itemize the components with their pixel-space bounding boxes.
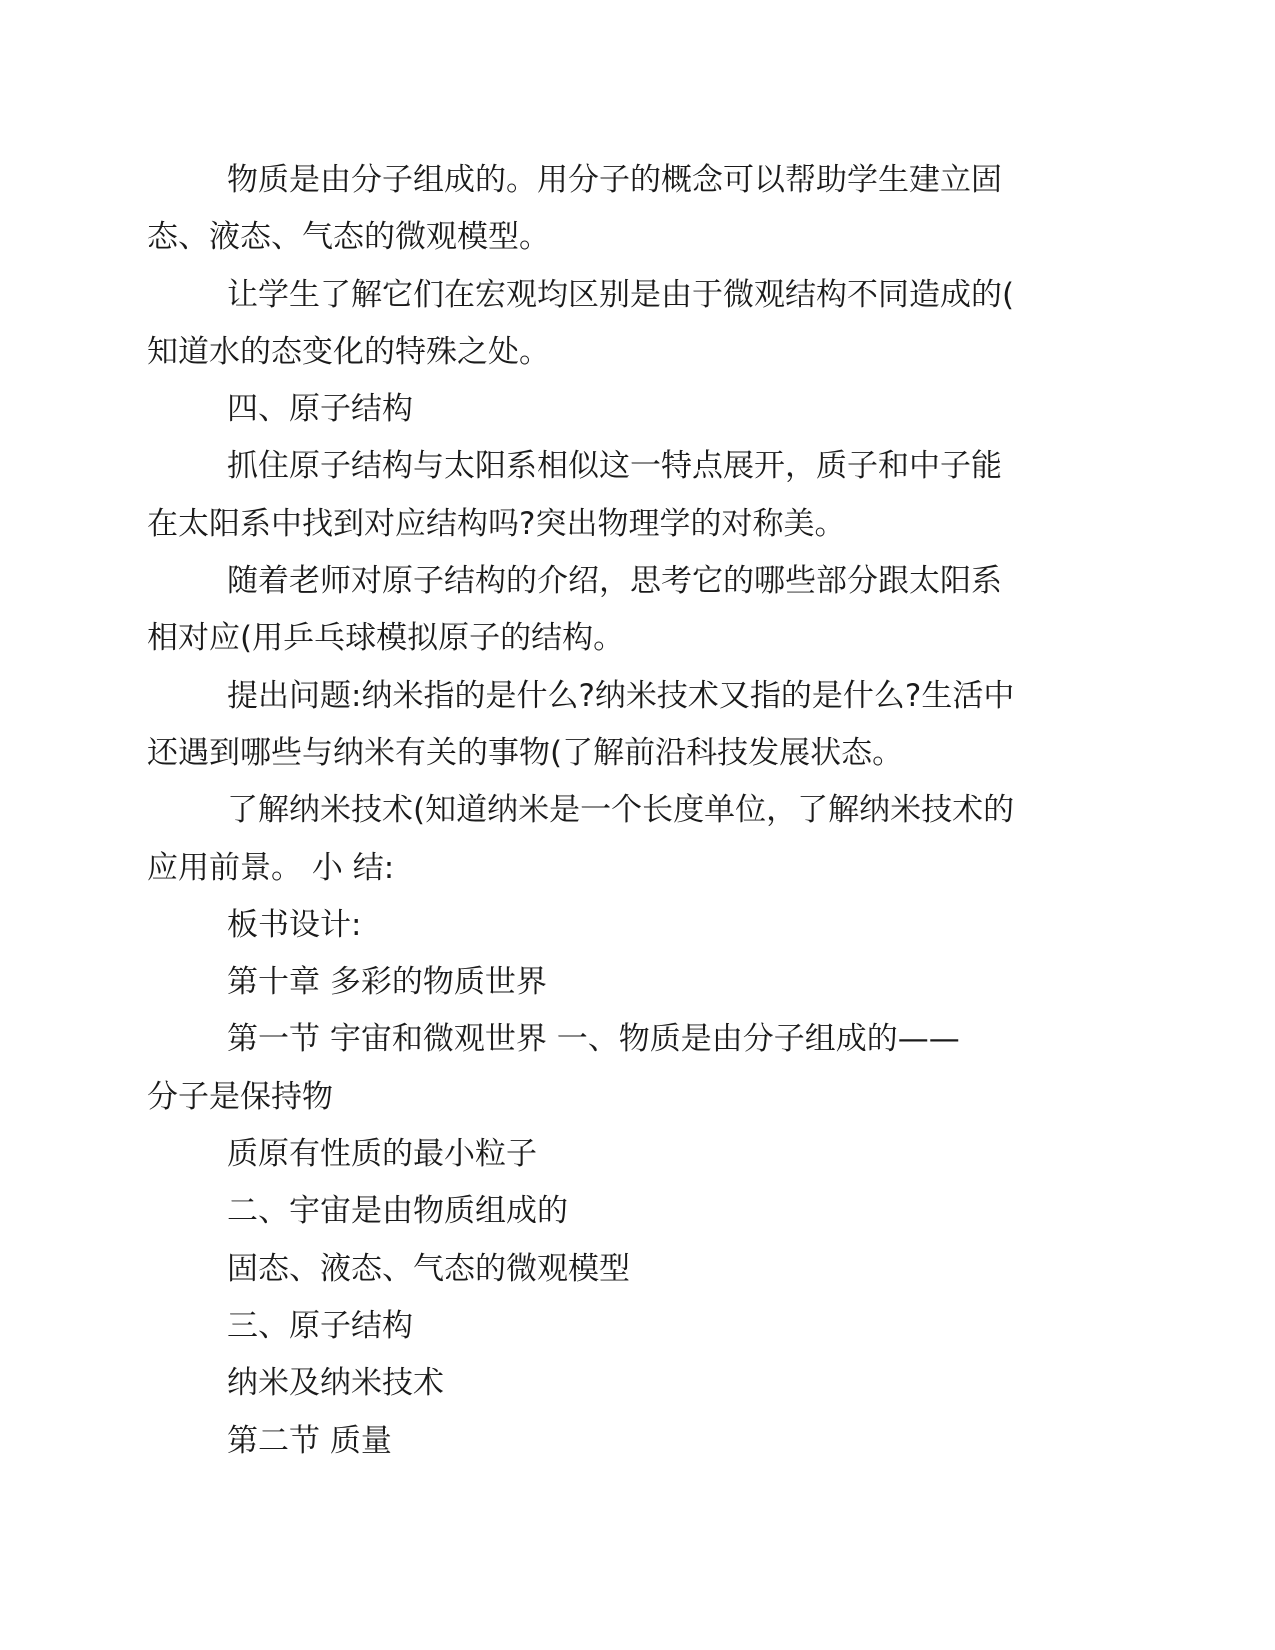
- paragraph: [147, 782, 1087, 897]
- outline-item: [187, 1183, 1087, 1240]
- text-line: 第二节 质量: [227, 1422, 392, 1459]
- text-line: 分子是保持物: [147, 1078, 333, 1115]
- chapter-title: [187, 954, 1087, 1011]
- outline-item: [187, 1241, 1087, 1298]
- text-line: 让学生了解它们在宏观均区别是由于微观结构不同造成的(: [227, 276, 1015, 313]
- document-body: [147, 152, 1087, 1470]
- paragraph: [147, 1011, 1087, 1126]
- text-line: 了解纳米技术(知道纳米是一个长度单位，了解纳米技术的: [227, 792, 1015, 829]
- text-line: 四、原子结构: [227, 391, 413, 428]
- text-line: 相对应(用乒乓球模拟原子的结构。: [147, 620, 625, 657]
- text-line: 物质是由分子组成的。用分子的概念可以帮助学生建立固: [227, 162, 1002, 198]
- text-line: 抓住原子结构与太阳系相似这一特点展开，质子和中子能: [227, 448, 1002, 485]
- paragraph: [147, 553, 1087, 668]
- paragraph: [187, 1126, 1087, 1183]
- text-line: 随着老师对原子结构的介绍，思考它的哪些部分跟太阳系: [227, 563, 1002, 600]
- text-line: 提出问题:纳米指的是什么?纳米技术又指的是什么?生活中: [227, 677, 1015, 714]
- text-line: 应用前景。 小 结:: [147, 849, 395, 886]
- paragraph: [147, 438, 1087, 553]
- text-line: 知道水的态变化的特殊之处。: [147, 333, 550, 370]
- text-line: 二、宇宙是由物质组成的: [227, 1193, 568, 1230]
- section-heading: [187, 381, 1087, 438]
- text-line: 还遇到哪些与纳米有关的事物(了解前沿科技发展状态。: [147, 734, 904, 771]
- text-line: 固态、液态、气态的微观模型: [227, 1250, 630, 1287]
- text-line: 第一节 宇宙和微观世界 一、物质是由分子组成的——: [227, 1021, 960, 1058]
- text-line: 态、液态、气态的微观模型。: [147, 219, 550, 256]
- outline-item: [187, 1355, 1087, 1412]
- paragraph: [147, 668, 1087, 783]
- board-design-heading: [187, 897, 1087, 954]
- text-line: 第十章 多彩的物质世界: [227, 964, 547, 1001]
- text-line: 纳米及纳米技术: [227, 1365, 444, 1402]
- text-line: 质原有性质的最小粒子: [227, 1136, 537, 1173]
- section-title: [187, 1413, 1087, 1470]
- text-line: 在太阳系中找到对应结构吗?突出物理学的对称美。: [147, 505, 846, 542]
- paragraph: [147, 152, 1087, 267]
- outline-item: [187, 1298, 1087, 1355]
- paragraph: [147, 267, 1087, 382]
- text-line: 三、原子结构: [227, 1307, 413, 1344]
- text-line: 板书设计:: [227, 906, 362, 943]
